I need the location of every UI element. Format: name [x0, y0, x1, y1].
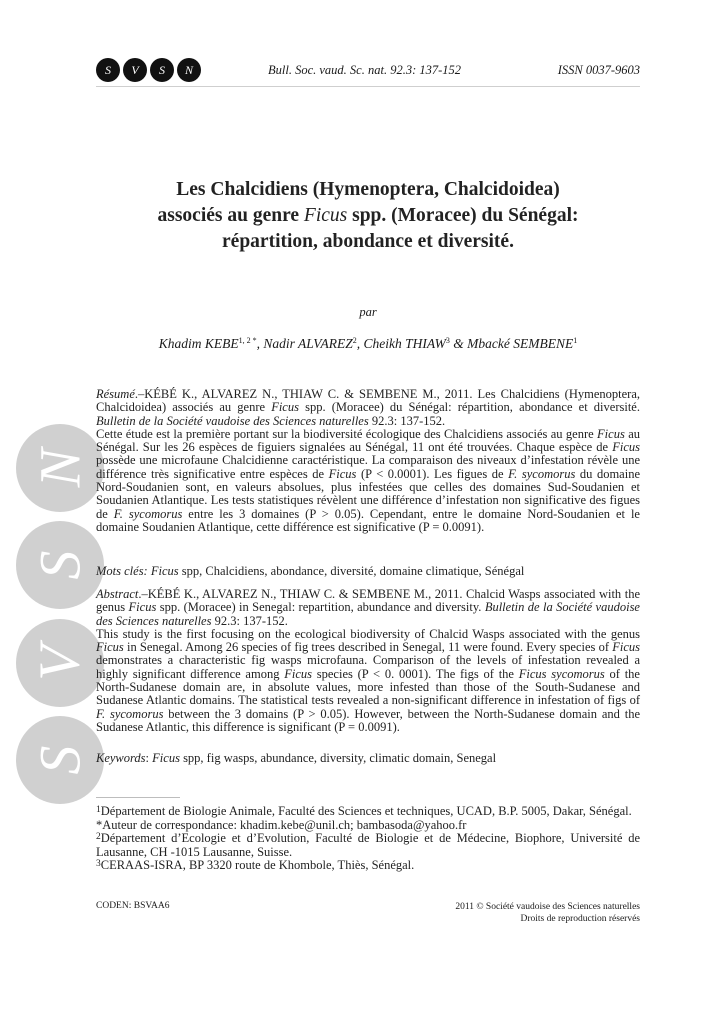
footnotes [96, 805, 640, 873]
footnote: $^3$CERAAS-ISRA, BP 3320 route de Khombole, Thiès, Sénégal. [96, 858, 415, 872]
title-line-2: associés au genre Ficus spp. (Moracee) du Sénégal: [157, 205, 579, 226]
journal-logo [96, 58, 201, 82]
author-affiliation-mark: 3 [445, 336, 450, 345]
abstract-citation: Abstract.–KÉBÉ K., ALVAREZ N., THIAW C. & SEMBENE M., 2011. Chalcid Wasps associated with the genus Ficus spp. (Moracee) in Senegal: repartition, abundance and diversity. Bulletin de la Société vaudoise des Sciences naturelles 92.3: 137-152. [96, 587, 640, 628]
author-name: Mbacké SEMBENE [467, 336, 574, 351]
resume-body: Cette étude est la première portant sur la biodiversité écologique des Chalcidiens associés au genre Ficus au Sénégal. Sur les 26 espèces de figuiers signalées au Sénégal, 11 ont été trouvées. Chaque espèce de Ficus possède une microfaune Chalcidienne caractéristique. La comparaison des niveaux d’infestation révèle une différence très significative entre espèces de Ficus (P < 0.0001). Les figues de F. sycomorus du domaine Nord-Soudanien sont, en valeurs absolues, plus infestées que celles des domaines Sud-Soudanien et Soudanien Atlantique. Les tests statistiques révèlent une différence d’infestation non significative des figues de F. sycomorus entre les 3 domaines (P > 0.05). Cependant, entre le domaine Nord-Soudanien et le domaine Soudanien Atlantique, cette différence est significative (P = 0.0091). [96, 426, 641, 534]
by-line: par [359, 305, 377, 319]
author-name: Khadim KEBE [158, 336, 239, 351]
paper-title [96, 177, 640, 255]
copyright: 2011 © Société vaudoise des Sciences naturelles Droits de reproduction réservés [455, 902, 640, 924]
footnote: *Auteur de correspondance: khadim.kebe@unil.ch; bambasoda@yahoo.fr [96, 817, 467, 832]
resume-section [96, 388, 640, 534]
author-name: Nadir ALVAREZ [263, 336, 353, 351]
logo-disc-n: N [177, 58, 201, 82]
abstract-body: This study is the first focusing on the ecological biodiversity of Chalcid Wasps associated with the genus Ficus in Senegal. Among 26 species of fig trees described in Senegal, 11 were found. Every species of Ficus demonstrates a characteristic fig wasps microfauna. Comparison of the levels of infestation revealed a highly significant difference among Ficus species (P < 0. 0001). The figs of the Ficus sycomorus of the North-Sudanese domain are, in absolute values, more infested than those of the South-Sudanese and Sudanese Atlantic domains. The statistical tests revealed a non-significant difference in infestation of figs of F. sycomorus between the 3 domains (P > 0.05). However, between the North-Sudanese domain and the Sudanese Atlantic, this difference is significant (P = 0.0091). [96, 626, 640, 734]
author-affiliation-mark: 1, 2 * [238, 336, 257, 345]
logo-disc-v: V [123, 58, 147, 82]
resume-citation: Résumé.–KÉBÉ K., ALVAREZ N., THIAW C. & SEMBENE M., 2011. Les Chalcidiens (Hymenoptera, Chalcidoidea) associés au genre Ficus spp. (Moracee) du Sénégal: répartition, abondance et diversité. Bulletin de la Société vaudoise des Sciences naturelles 92.3: 137-152. [96, 387, 640, 428]
author-name: Cheikh THIAW [363, 336, 446, 351]
watermark-disc-n: N [16, 424, 104, 512]
abstract-section [96, 588, 640, 734]
header-divider [96, 86, 640, 87]
author-list: Khadim $KEBE^{1, 2 *}$, Nadir ALVAREZ$^2$, Cheikh THIAW$^3$ & Mbacké SEMBENE$^1$ [158, 336, 578, 351]
mots-cles: Mots clés: Ficus spp, Chalcidiens, abondance, diversité, domaine climatique, Sénégal [96, 564, 525, 578]
svsn-watermark [12, 424, 108, 804]
title-line-1: Les Chalcidiens (Hymenoptera, Chalcidoidea) [176, 179, 560, 200]
watermark-disc-v: V [16, 619, 104, 707]
issn: ISSN 0037-9603 [557, 63, 640, 77]
logo-disc-s2: S [150, 58, 174, 82]
keywords: Keywords: Ficus spp, fig wasps, abundance, diversity, climatic domain, Senegal [96, 751, 497, 765]
title-line-3: répartition, abondance et diversité. [222, 231, 514, 252]
footnote: $^2$Département d’Ecologie et d’Evolution, Faculté de Biologie et de Médecine, Biophore, Université de Lausanne, CH -1015 Lausanne, Suisse. [96, 831, 640, 859]
footnote-divider [96, 797, 180, 798]
author-affiliation-mark: 2 [352, 336, 357, 345]
coden: CODEN: BSVAA6 [96, 901, 170, 911]
watermark-disc-s1: S [16, 521, 104, 609]
logo-disc-s1: S [96, 58, 120, 82]
author-affiliation-mark: 1 [573, 336, 578, 345]
journal-citation: Bull. Soc. vaud. Sc. nat. 92.3: 137-152 [268, 63, 462, 77]
watermark-disc-s2: S [16, 716, 104, 804]
footnote: $^1$Département de Biologie Animale, Faculté des Sciences et techniques, UCAD, B.P. 5005, Dakar, Sénégal. [96, 804, 632, 818]
